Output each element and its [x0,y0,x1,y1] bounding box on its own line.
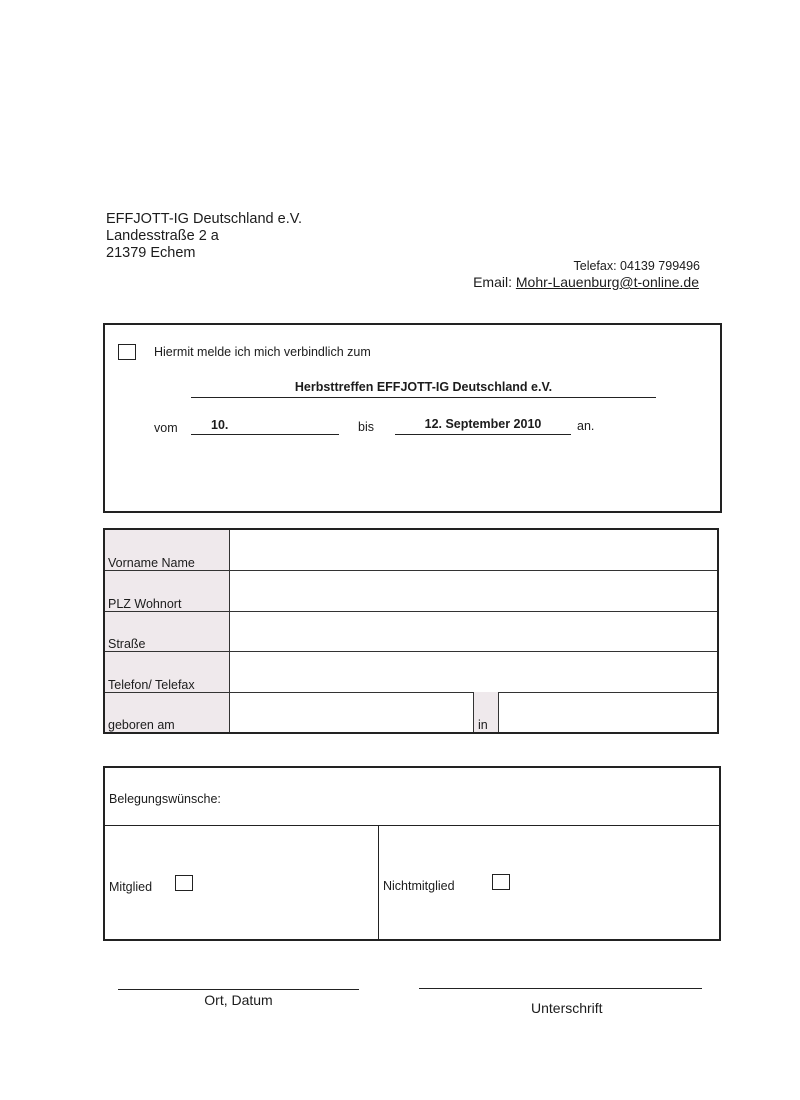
preferences-title: Belegungswünsche: [109,792,221,806]
registration-box [103,323,722,513]
street-input[interactable] [231,612,717,651]
personal-data-table [103,528,719,734]
signature-line[interactable] [419,988,702,989]
to-label: bis [358,420,374,434]
birthplace-label-cell [473,692,499,732]
to-date-value: 12. September 2010 [424,417,542,431]
member-label: Mitglied [109,880,153,894]
postcode-city-input[interactable] [231,571,717,611]
preferences-divider [105,825,719,826]
fax-number: Telefax: 04139 799496 [573,259,700,273]
member-checkbox[interactable] [175,875,193,891]
to-date-field[interactable] [395,417,571,435]
preferences-column-divider [378,825,379,939]
signature-label: Unterschrift [531,1000,603,1016]
label-street: Straße [108,637,146,651]
event-name-field [191,380,656,398]
preferences-box [103,766,721,941]
name-input[interactable] [231,530,717,570]
sender-city: 21379 Echem [106,245,196,261]
birthdate-input[interactable] [231,693,473,732]
birthplace-input[interactable] [499,693,717,732]
label-birthdate: geboren am [108,718,175,732]
nonmember-checkbox[interactable] [492,874,510,890]
from-date-field[interactable] [191,418,339,435]
register-checkbox[interactable] [118,344,136,360]
registration-statement: Hiermit melde ich mich verbindlich zum [154,345,371,359]
sender-name: EFFJOTT-IG Deutschland e.V. [106,211,303,227]
event-name: Herbsttreffen EFFJOTT-IG Deutschland e.V. [294,380,553,394]
sender-address [106,211,302,262]
from-label: vom [154,421,178,435]
label-name: Vorname Name [108,556,195,570]
nonmember-label: Nichtmitglied [383,879,455,893]
from-date-value: 10. [211,418,229,432]
label-birthplace: in [478,718,488,732]
registration-suffix: an. [577,419,595,433]
place-date-line[interactable] [118,989,359,990]
email-line [473,274,699,290]
place-date-label: Ort, Datum [204,992,273,1008]
email-label: Email: [473,274,516,290]
email-link[interactable]: Mohr-Lauenburg@t-online.de [515,274,699,290]
label-postcode-city: PLZ Wohnort [108,597,182,611]
phone-fax-input[interactable] [231,652,717,692]
label-phone-fax: Telefon/ Telefax [108,678,195,692]
sender-street: Landesstraße 2 a [106,228,219,244]
